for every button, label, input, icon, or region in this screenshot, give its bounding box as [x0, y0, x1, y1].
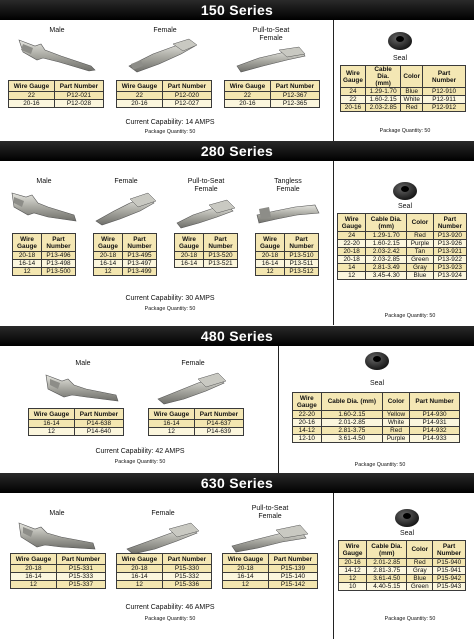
- column-header: Cable Dia. (mm): [367, 541, 407, 559]
- cell: 20-16: [225, 100, 271, 108]
- column-header: Part Number: [204, 234, 238, 252]
- cell: White: [401, 96, 423, 104]
- table-row: [339, 583, 466, 591]
- part-630-female: [118, 510, 208, 555]
- cell: P12-910: [423, 88, 466, 96]
- table-150-male: [8, 80, 104, 108]
- column-header: Wire Gauge: [13, 234, 42, 252]
- part-label: Tangless: [274, 178, 302, 185]
- cell: 2.03-2.85: [365, 104, 400, 112]
- cell: Purple: [383, 435, 410, 443]
- package-quantity: Package Quantity: 50: [144, 616, 196, 622]
- cell: 2.81-3.75: [367, 567, 407, 575]
- female-terminal-icon: [152, 369, 234, 405]
- table-row: [223, 565, 318, 573]
- table-row: [11, 581, 106, 589]
- cell: 16-14: [117, 573, 163, 581]
- table-row: [338, 256, 467, 264]
- cell: P14-637: [194, 420, 243, 428]
- table-480-female: [148, 408, 244, 436]
- tangless-terminal-icon: [251, 195, 325, 227]
- table-row: [341, 104, 466, 112]
- cell: P12-020: [162, 92, 211, 100]
- column-header: Wire Gauge: [117, 554, 163, 565]
- cell: 20-18: [94, 252, 123, 260]
- column-header: Color: [407, 214, 434, 232]
- table-row: [341, 96, 466, 104]
- cell: P13-520: [204, 252, 238, 260]
- table-row: [149, 420, 244, 428]
- cell: P12-365: [270, 100, 319, 108]
- part-label: Female: [114, 178, 138, 185]
- column-header: Part Number: [123, 234, 157, 252]
- current-capability: Current Capability: 42 AMPS: [95, 448, 185, 455]
- seal-icon: [385, 28, 415, 52]
- column-header: Part Number: [433, 214, 466, 232]
- cell: 16-14: [29, 420, 75, 428]
- table-150-female: [116, 80, 212, 108]
- male-terminal-icon: [15, 519, 99, 555]
- cell: 20-18: [13, 252, 42, 260]
- cell: 2.01-2.85: [367, 559, 407, 567]
- table-row: [175, 252, 238, 260]
- cell: Purple: [407, 240, 434, 248]
- section-divider: [278, 346, 279, 474]
- table-150-pts-female: [224, 80, 320, 108]
- table-630-female: [116, 553, 212, 589]
- column-header: Cable Dia. (mm): [366, 214, 407, 232]
- table-row: [338, 248, 467, 256]
- table-row: [256, 252, 319, 260]
- cell: P13-922: [433, 256, 466, 264]
- cell: 4.40-5.15: [367, 583, 407, 591]
- cell: 12-10: [293, 435, 322, 443]
- cell: P13-923: [433, 264, 466, 272]
- cell: 16-14: [175, 260, 204, 268]
- table-row: [117, 565, 212, 573]
- cell: P13-500: [42, 268, 76, 276]
- part-label: Male: [75, 360, 91, 367]
- cell: 12: [13, 268, 42, 276]
- seal-icon: [390, 178, 420, 202]
- cell: 1.60-2.15: [321, 411, 382, 419]
- cell: P12-021: [54, 92, 103, 100]
- series-630-banner: 630 Series: [0, 473, 474, 493]
- package-quantity: Package Quantity: 50: [114, 459, 166, 465]
- cell: Red: [383, 427, 410, 435]
- cell: P15-943: [433, 583, 466, 591]
- table-row: [175, 260, 238, 268]
- part-label: Female: [194, 186, 218, 193]
- cell: P15-941: [433, 567, 466, 575]
- column-header: Wire Gauge: [149, 409, 195, 420]
- series-280-banner: 280 Series: [0, 141, 474, 161]
- column-header: Part Number: [162, 554, 211, 565]
- cell: Blue: [401, 88, 423, 96]
- cell: 12: [94, 268, 123, 276]
- cell: 1.29-1.70: [366, 232, 407, 240]
- column-header: Wire Gauge: [223, 554, 269, 565]
- table-630-pts-female: [222, 553, 318, 589]
- table-row: [149, 428, 244, 436]
- table-row: [117, 581, 212, 589]
- table-row: [29, 428, 124, 436]
- cell: 20-16: [293, 419, 322, 427]
- column-header: Wire Gauge: [256, 234, 285, 252]
- column-header: Wire Gauge: [9, 81, 55, 92]
- cell: 20-18: [338, 248, 366, 256]
- cell: 24: [341, 88, 366, 96]
- cell: Red: [407, 559, 433, 567]
- cell: 3.61-4.50: [321, 435, 382, 443]
- seal-icon: [362, 348, 392, 372]
- cell: 16-14: [94, 260, 123, 268]
- current-capability: Current Capability: 46 AMPS: [125, 604, 215, 611]
- column-header: Wire Gauge: [175, 234, 204, 252]
- column-header: Wire Gauge: [225, 81, 271, 92]
- pull-to-seat-terminal-icon: [171, 195, 241, 229]
- cell: 20-16: [9, 100, 55, 108]
- part-630-male: [12, 510, 102, 555]
- cell: Red: [407, 232, 434, 240]
- package-quantity: Package Quantity: 50: [144, 306, 196, 312]
- column-header: Part Number: [433, 541, 466, 559]
- table-row: [9, 100, 104, 108]
- cell: 2.81-3.75: [321, 427, 382, 435]
- series-150-banner: 150 Series: [0, 0, 474, 20]
- cell: 16-14: [149, 420, 195, 428]
- table-row: [339, 567, 466, 575]
- table-row: [117, 573, 212, 581]
- cell: 12: [223, 581, 269, 589]
- table-row: [223, 573, 318, 581]
- cell: P12-367: [270, 92, 319, 100]
- cell: 22: [225, 92, 271, 100]
- column-header: Part Number: [42, 234, 76, 252]
- table-row: [13, 268, 76, 276]
- cell: 22: [341, 96, 366, 104]
- table-480-seal: [292, 392, 460, 443]
- cell: 10: [339, 583, 367, 591]
- cell: 2.03-2.85: [366, 256, 407, 264]
- cell: 20-16: [339, 559, 367, 567]
- cell: P13-521: [204, 260, 238, 268]
- cell: Gray: [407, 264, 434, 272]
- cell: 2.01-2.85: [321, 419, 382, 427]
- table-480-male: [28, 408, 124, 436]
- column-header: Wire Gauge: [29, 409, 75, 420]
- table-row: [94, 260, 157, 268]
- cell: 16-14: [223, 573, 269, 581]
- column-header: Wire Gauge: [338, 214, 366, 232]
- table-row: [225, 100, 320, 108]
- table-row: [117, 92, 212, 100]
- section-divider: [333, 161, 334, 325]
- column-header: Wire Gauge: [293, 393, 322, 411]
- cell: 1.60-2.15: [366, 240, 407, 248]
- column-header: Part Number: [268, 554, 317, 565]
- part-label: Female: [151, 510, 175, 517]
- cell: 16-14: [11, 573, 57, 581]
- cell: Green: [407, 583, 433, 591]
- cell: P13-495: [123, 252, 157, 260]
- column-header: Wire Gauge: [11, 554, 57, 565]
- column-header: Part Number: [410, 393, 460, 411]
- cell: P14-638: [74, 420, 123, 428]
- part-label: Male: [49, 510, 65, 517]
- cell: P14-930: [410, 411, 460, 419]
- cell: 3.45-4.30: [366, 272, 407, 280]
- cell: P15-940: [433, 559, 466, 567]
- cell: P12-911: [423, 96, 466, 104]
- table-row: [117, 100, 212, 108]
- column-header: Wire Gauge: [117, 81, 163, 92]
- female-terminal-icon: [90, 187, 162, 227]
- current-capability: Current Capability: 30 AMPS: [125, 295, 215, 302]
- cell: Yellow: [383, 411, 410, 419]
- table-row: [11, 565, 106, 573]
- section-divider: [333, 493, 334, 639]
- part-label: Pull-to-Seat: [187, 178, 225, 185]
- section-divider: [333, 20, 334, 141]
- seal-label: Seal: [399, 530, 414, 537]
- cell: 22-20: [293, 411, 322, 419]
- cell: P13-511: [285, 260, 319, 268]
- cell: P13-510: [285, 252, 319, 260]
- table-280-male: [12, 233, 76, 276]
- cell: 20-18: [256, 252, 285, 260]
- cell: P15-333: [56, 573, 105, 581]
- column-header: Part Number: [270, 81, 319, 92]
- table-row: [29, 420, 124, 428]
- table-row: [293, 435, 460, 443]
- female-terminal-icon: [123, 36, 207, 74]
- cell: P13-499: [123, 268, 157, 276]
- pull-to-seat-terminal-icon: [231, 44, 311, 74]
- cell: 12: [149, 428, 195, 436]
- part-280-female: [88, 178, 164, 227]
- cell: P13-920: [433, 232, 466, 240]
- column-header: Part Number: [285, 234, 319, 252]
- cell: 16-14: [13, 260, 42, 268]
- table-row: [338, 232, 467, 240]
- part-label: Pull-to-Seat: [251, 505, 289, 512]
- table-row: [293, 411, 460, 419]
- table-row: [338, 264, 467, 272]
- column-header: Color: [383, 393, 410, 411]
- pull-to-seat-terminal-icon: [226, 522, 314, 554]
- male-terminal-icon: [8, 187, 80, 227]
- cell: White: [383, 419, 410, 427]
- cell: P12-912: [423, 104, 466, 112]
- table-row: [293, 419, 460, 427]
- table-row: [339, 559, 466, 567]
- cell: Blue: [407, 272, 434, 280]
- table-150-seal: [340, 65, 466, 112]
- column-header: Cable Dia. (mm): [321, 393, 382, 411]
- table-630-seal: [338, 540, 466, 591]
- cell: 20-18: [338, 256, 366, 264]
- seal-label: Seal: [397, 203, 412, 210]
- cell: P15-331: [56, 565, 105, 573]
- part-150-female: [120, 27, 210, 74]
- table-row: [94, 252, 157, 260]
- part-630-pts-female: [222, 505, 318, 554]
- cell: P13-496: [42, 252, 76, 260]
- cell: 3.61-4.50: [367, 575, 407, 583]
- cell: P13-497: [123, 260, 157, 268]
- cell: 12: [339, 575, 367, 583]
- cell: 12: [338, 272, 366, 280]
- cell: 2.81-3.49: [366, 264, 407, 272]
- table-row: [223, 581, 318, 589]
- cell: 12: [29, 428, 75, 436]
- cell: P13-926: [433, 240, 466, 248]
- table-row: [339, 575, 466, 583]
- cell: P15-142: [268, 581, 317, 589]
- part-480-male: [38, 360, 128, 405]
- column-header: Color: [401, 66, 423, 88]
- part-480-female: [148, 360, 238, 405]
- cell: P15-330: [162, 565, 211, 573]
- cell: P14-931: [410, 419, 460, 427]
- cell: 12: [256, 268, 285, 276]
- seal-package-quantity: Package Quantity: 50: [384, 616, 436, 622]
- cell: 20-18: [175, 252, 204, 260]
- cell: P14-933: [410, 435, 460, 443]
- column-header: Part Number: [162, 81, 211, 92]
- column-header: Part Number: [194, 409, 243, 420]
- table-280-pts-female: [174, 233, 238, 268]
- cell: 20-18: [223, 565, 269, 573]
- table-row: [94, 268, 157, 276]
- table-row: [293, 427, 460, 435]
- cell: 22: [117, 92, 163, 100]
- cell: 1.60-2.15: [365, 96, 400, 104]
- column-header: Wire Gauge: [339, 541, 367, 559]
- cell: 14-12: [339, 567, 367, 575]
- cell: Tan: [407, 248, 434, 256]
- cell: P12-027: [162, 100, 211, 108]
- cell: Red: [401, 104, 423, 112]
- column-header: Part Number: [74, 409, 123, 420]
- part-label: Female: [259, 35, 283, 42]
- table-280-tangless-female: [255, 233, 319, 276]
- part-label: Male: [36, 178, 52, 185]
- cell: P13-921: [433, 248, 466, 256]
- table-row: [341, 88, 466, 96]
- cell: P15-942: [433, 575, 466, 583]
- part-label: Female: [153, 27, 177, 34]
- cell: P15-140: [268, 573, 317, 581]
- column-header: Part Number: [423, 66, 466, 88]
- table-row: [338, 272, 467, 280]
- male-terminal-icon: [42, 369, 124, 405]
- part-label: Pull-to-Seat: [252, 27, 290, 34]
- table-row: [256, 260, 319, 268]
- table-630-male: [10, 553, 106, 589]
- seal-label: Seal: [392, 55, 407, 62]
- table-row: [256, 268, 319, 276]
- cell: 1.29-1.70: [365, 88, 400, 96]
- cell: P15-336: [162, 581, 211, 589]
- seal-label: Seal: [369, 380, 384, 387]
- cell: P13-498: [42, 260, 76, 268]
- table-row: [13, 252, 76, 260]
- part-150-male: [12, 27, 102, 74]
- current-capability: Current Capability: 14 AMPS: [125, 119, 215, 126]
- cell: 2.03-2.42: [366, 248, 407, 256]
- series-480-banner: 480 Series: [0, 326, 474, 346]
- cell: Blue: [407, 575, 433, 583]
- seal-package-quantity: Package Quantity: 50: [384, 313, 436, 319]
- part-280-male: [6, 178, 82, 227]
- cell: P13-924: [433, 272, 466, 280]
- table-row: [9, 92, 104, 100]
- male-terminal-icon: [15, 36, 99, 74]
- package-quantity: Package Quantity: 50: [144, 129, 196, 135]
- part-label: Male: [49, 27, 65, 34]
- column-header: Wire Gauge: [94, 234, 123, 252]
- cell: 20-18: [11, 565, 57, 573]
- cell: Green: [407, 256, 434, 264]
- seal-icon: [392, 505, 422, 529]
- cell: P14-932: [410, 427, 460, 435]
- cell: P15-332: [162, 573, 211, 581]
- cell: 12: [11, 581, 57, 589]
- column-header: Color: [407, 541, 433, 559]
- cell: 14: [338, 264, 366, 272]
- cell: P12-028: [54, 100, 103, 108]
- table-280-female: [93, 233, 157, 276]
- column-header: Cable Dia. (mm): [365, 66, 400, 88]
- cell: 16-14: [256, 260, 285, 268]
- table-280-seal: [337, 213, 467, 280]
- seal-package-quantity: Package Quantity: 50: [379, 128, 431, 134]
- seal-package-quantity: Package Quantity: 50: [354, 462, 406, 468]
- column-header: Part Number: [56, 554, 105, 565]
- table-row: [338, 240, 467, 248]
- part-280-pts-female: [168, 178, 244, 229]
- table-row: [13, 260, 76, 268]
- cell: Gray: [407, 567, 433, 575]
- cell: P15-139: [268, 565, 317, 573]
- column-header: Part Number: [54, 81, 103, 92]
- cell: 24: [338, 232, 366, 240]
- cell: 20-16: [117, 100, 163, 108]
- part-150-pts-female: [226, 27, 316, 74]
- female-terminal-icon: [121, 519, 205, 555]
- cell: P13-512: [285, 268, 319, 276]
- cell: P14-640: [74, 428, 123, 436]
- column-header: Wire Gauge: [341, 66, 366, 88]
- part-label: Female: [181, 360, 205, 367]
- cell: 22-20: [338, 240, 366, 248]
- cell: 14-12: [293, 427, 322, 435]
- cell: 12: [117, 581, 163, 589]
- cell: P15-337: [56, 581, 105, 589]
- cell: 20-18: [117, 565, 163, 573]
- part-label: Female: [258, 513, 282, 520]
- table-row: [225, 92, 320, 100]
- table-row: [11, 573, 106, 581]
- cell: 22: [9, 92, 55, 100]
- part-label: Female: [276, 186, 300, 193]
- part-280-tangless-female: [248, 178, 328, 227]
- cell: 20-16: [341, 104, 366, 112]
- cell: P14-639: [194, 428, 243, 436]
